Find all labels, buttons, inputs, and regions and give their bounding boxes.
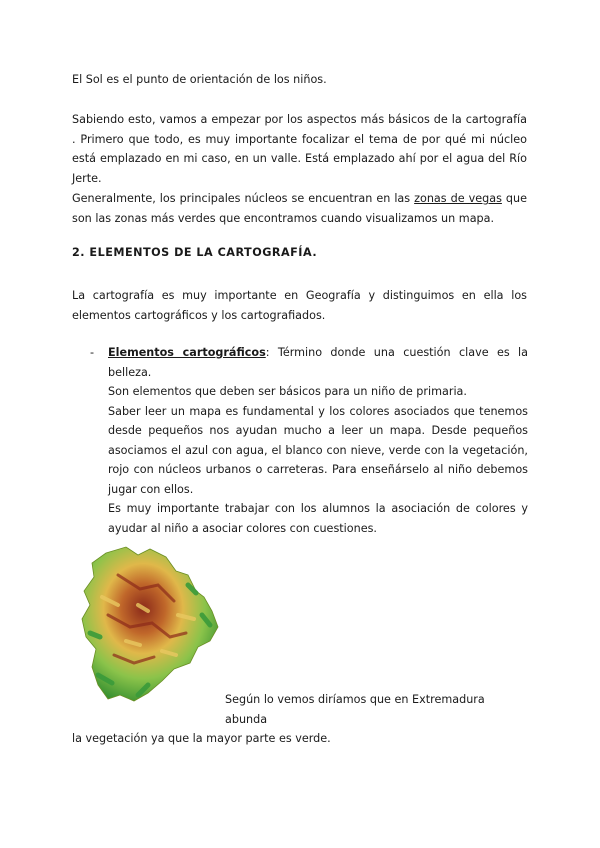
list-term: Elementos cartográficos [108,346,266,359]
section-heading: 2. ELEMENTOS DE LA CARTOGRAFÍA. [72,246,318,259]
relief-map-extremadura-icon [78,545,220,703]
list-line-1 [108,343,528,382]
paragraph-geografia: La cartografía es muy importante en Geografía y distinguimos en ella los elementos cartográficos y los cartografiados. [72,289,527,322]
list-term-sep: : [265,346,278,359]
caption-line-1: Según lo vemos diríamos que en Extremadura abunda [225,693,485,726]
list-line-3: Saber leer un mapa es fundamental y los colores asociados que tenemos desde pequeños nos ayudan mucho a leer un mapa. Desde pequeños asociamos el azul con agua, el blanco con nieve, verde con la vegetación, rojo con núcleos urbanos o carreteras. Para enseñárselo al niño debemos jugar con ellos. [108,404,528,496]
list-line-1-rest: Término donde una cuestión clave es la belleza. [108,346,528,379]
caption-line-2: la vegetación ya que la mayor parte es verde. [72,732,331,745]
paragraph-sun-orientation: El Sol es el punto de orientación de los niños. [72,73,327,86]
list-item-elementos [108,343,528,538]
list-line-2: Son elementos que deben ser básicos para un niño de primaria. [108,385,467,398]
list-bullet: - [90,346,95,359]
zonas-de-vegas-link[interactable]: zonas de vegas [414,192,502,205]
paragraph-vegas [72,189,527,228]
map-caption [72,690,527,749]
list-line-4: Es muy importante trabajar con los alumnos la asociación de colores y ayudar al niño a asociar colores con cuestiones. [108,502,528,535]
paragraph-vegas-end: que son las zonas más verdes que encontramos cuando visualizamos un mapa. [72,192,527,225]
paragraph-cartography-intro: Sabiendo esto, vamos a empezar por los aspectos más básicos de la cartografía . Primero que todo, es muy importante focalizar el tema de por qué mi núcleo está emplazado en mi caso, en un valle. Está emplazado ahí por el agua del Río Jerte. [72,113,527,185]
paragraph-vegas-start: Generalmente, los principales núcleos se encuentran en las [72,192,415,205]
